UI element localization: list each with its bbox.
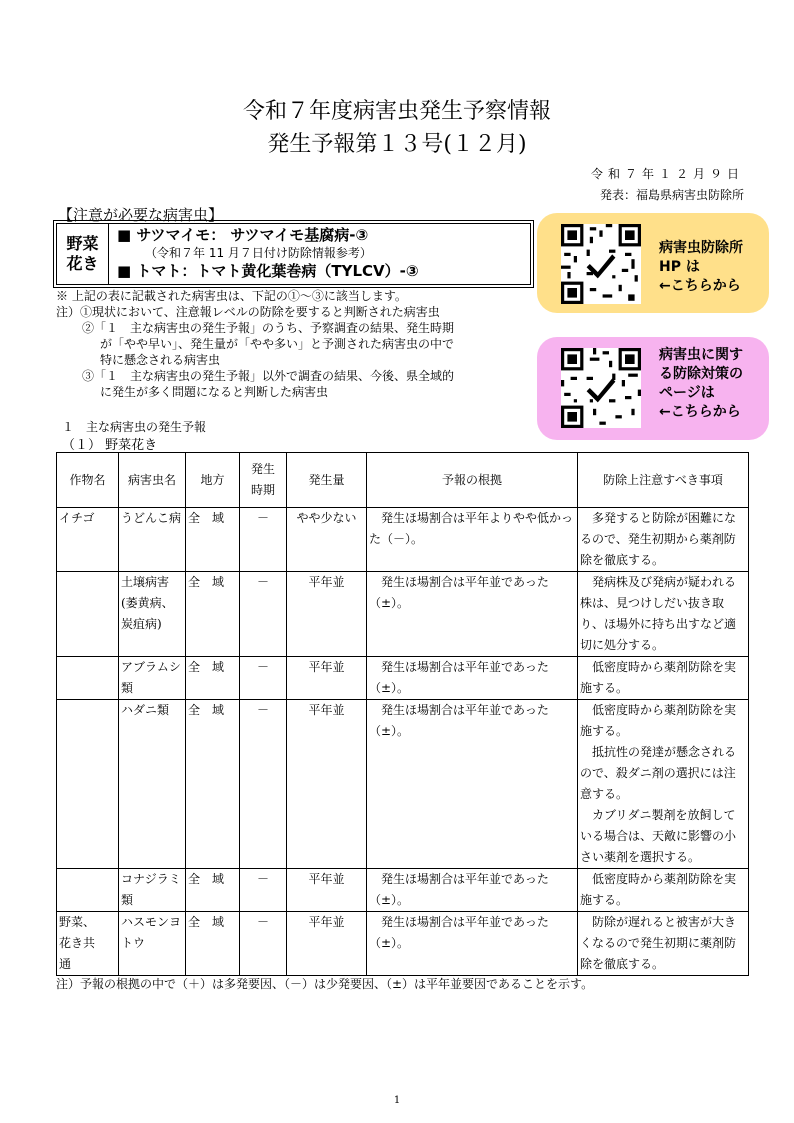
cell-region: 全 域 bbox=[186, 657, 240, 700]
attention-heading: 【注意が必要な病害虫】 bbox=[58, 206, 224, 224]
cell-reason: 発生ほ場割合は平年並であった（±）。 bbox=[367, 657, 578, 700]
table-header-row bbox=[57, 453, 749, 508]
table-row bbox=[57, 869, 749, 912]
cell-crop: イチゴ bbox=[57, 508, 119, 572]
cell-amount: 平年並 bbox=[287, 657, 367, 700]
advice-paragraph: 抵抗性の発達が懸念されるので、殺ダニ剤の選択には注意する。 bbox=[580, 745, 737, 801]
cell-timing: － bbox=[240, 700, 287, 869]
qr-code-icon[interactable] bbox=[561, 224, 641, 304]
note-line: に発生が多く問題になると判断した病害虫 bbox=[100, 385, 329, 399]
title-line-1: 令和７年度病害虫発生予察情報 bbox=[242, 99, 551, 124]
cell-reason: 発生ほ場割合は平年並であった（±）。 bbox=[367, 869, 578, 912]
cell-region: 全 域 bbox=[186, 869, 240, 912]
cell-amount: やや少ない bbox=[287, 508, 367, 572]
header-region: 地方 bbox=[186, 453, 240, 508]
attention-item-sweet-potato: ■ サツマイモ： サツマイモ基腐病-③ bbox=[117, 226, 369, 244]
header-pest: 病害虫名 bbox=[119, 453, 186, 508]
table-row bbox=[57, 657, 749, 700]
cell-reason: 発生ほ場割合は平年並であった（±）。 bbox=[367, 912, 578, 976]
header-advice: 防除上注意すべき事項 bbox=[578, 453, 749, 508]
title-line-2: 発生予報第１３号(１２月) bbox=[267, 132, 527, 157]
cell-amount: 平年並 bbox=[287, 869, 367, 912]
attention-category: 野菜花き bbox=[57, 224, 109, 284]
note-line: ③「１ 主な病害虫の発生予報」以外で調査の結果、今後、県全域的 bbox=[82, 369, 455, 383]
note-line: 特に懸念される病害虫 bbox=[100, 353, 221, 367]
cell-advice bbox=[578, 700, 749, 869]
cell-pest: うどんこ病 bbox=[119, 508, 186, 572]
attention-box bbox=[56, 223, 531, 285]
header-timing: 発生時期 bbox=[240, 453, 287, 508]
cell-amount: 平年並 bbox=[287, 912, 367, 976]
header-reason: 予報の根拠 bbox=[367, 453, 578, 508]
cell-pest: ハダニ類 bbox=[119, 700, 186, 869]
homepage-qr-text: 病害虫防除所 HP は ←こちらから bbox=[659, 240, 743, 294]
cell-crop bbox=[57, 869, 119, 912]
cell-advice: 多発すると防除が困難になるので、発生初期から薬剤防除を徹底する。 bbox=[578, 508, 749, 572]
cell-advice: 低密度時から薬剤防除を実施する。 bbox=[578, 657, 749, 700]
table-row bbox=[57, 572, 749, 657]
header-amount: 発生量 bbox=[287, 453, 367, 508]
cell-timing: － bbox=[240, 869, 287, 912]
cell-pest: 土壌病害(萎黄病、炭疽病) bbox=[119, 572, 186, 657]
table-row bbox=[57, 508, 749, 572]
note-line: ②「１ 主な病害虫の発生予報」のうち、予察調査の結果、発生時期 bbox=[82, 321, 455, 335]
table-row bbox=[57, 912, 749, 976]
cell-timing: － bbox=[240, 508, 287, 572]
cell-crop bbox=[57, 657, 119, 700]
page-number: 1 bbox=[393, 1095, 401, 1106]
cell-region: 全 域 bbox=[186, 912, 240, 976]
table-row bbox=[57, 700, 749, 869]
footer-note: 注）予報の根拠の中で（＋）は多発要因、（－）は少発要因、（±）は平年並要因であることを示す。 bbox=[56, 977, 594, 991]
cell-region: 全 域 bbox=[186, 700, 240, 869]
advice-paragraph: 低密度時から薬剤防除を実施する。 bbox=[580, 703, 737, 738]
cell-region: 全 域 bbox=[186, 508, 240, 572]
homepage-qr-panel[interactable] bbox=[537, 213, 769, 313]
section-subheading: （１） 野菜花き bbox=[62, 438, 158, 453]
cell-advice: 発病株及び発病が疑われる株は、見つけしだい抜き取り、ほ場外に持ち出すなど適切に処分する。 bbox=[578, 572, 749, 657]
cell-advice: 防除が遅れると被害が大きくなるので発生初期に薬剤防除を徹底する。 bbox=[578, 912, 749, 976]
cell-timing: － bbox=[240, 572, 287, 657]
cell-pest: コナジラミ類 bbox=[119, 869, 186, 912]
cell-amount: 平年並 bbox=[287, 700, 367, 869]
cell-region: 全 域 bbox=[186, 572, 240, 657]
control-qr-panel[interactable] bbox=[537, 337, 769, 440]
cell-amount: 平年並 bbox=[287, 572, 367, 657]
cell-reason: 発生ほ場割合は平年並であった（±）。 bbox=[367, 700, 578, 869]
cell-timing: － bbox=[240, 657, 287, 700]
cell-pest: アブラムシ類 bbox=[119, 657, 186, 700]
attention-content bbox=[117, 225, 419, 281]
cell-crop bbox=[57, 700, 119, 869]
attention-item-tomato: ■ トマト：トマト黄化葉巻病（TYLCV）-③ bbox=[117, 262, 419, 280]
cell-reason: 発生ほ場割合は平年並であった（±）。 bbox=[367, 572, 578, 657]
cell-timing: － bbox=[240, 912, 287, 976]
notes bbox=[56, 288, 454, 400]
cell-crop: 野菜、花き共通 bbox=[57, 912, 119, 976]
section-heading: １ 主な病害虫の発生予報 bbox=[62, 420, 207, 434]
note-line: が「やや早い」、発生量が「やや多い」と予測された病害虫の中で bbox=[100, 337, 455, 351]
issuer: 発表：福島県病害虫防除所 bbox=[599, 188, 744, 202]
note-line: 注）①現状において、注意報レベルの防除を要すると判断された病害虫 bbox=[56, 305, 440, 319]
cell-advice: 低密度時から薬剤防除を実施する。 bbox=[578, 869, 749, 912]
control-qr-text: 病害虫に関す る防除対策の ページは ←こちらから bbox=[659, 347, 743, 420]
cell-reason: 発生ほ場割合は平年よりやや低かった（－）。 bbox=[367, 508, 578, 572]
qr-code-icon[interactable] bbox=[561, 348, 641, 428]
forecast-table bbox=[56, 452, 749, 976]
attention-reference: （令和７年 11 月７日付け防除情報参考） bbox=[145, 246, 372, 260]
header-crop: 作物名 bbox=[57, 453, 119, 508]
issue-date: 令和７年１２月９日 bbox=[590, 167, 744, 181]
cell-crop bbox=[57, 572, 119, 657]
note-line: ※ 上記の表に記載された病害虫は、下記の①～③に該当します。 bbox=[56, 289, 407, 303]
cell-pest: ハスモンヨトウ bbox=[119, 912, 186, 976]
advice-paragraph: カブリダニ製剤を放飼している場合は、天敵に影響の小さい薬剤を選択する。 bbox=[580, 808, 737, 864]
